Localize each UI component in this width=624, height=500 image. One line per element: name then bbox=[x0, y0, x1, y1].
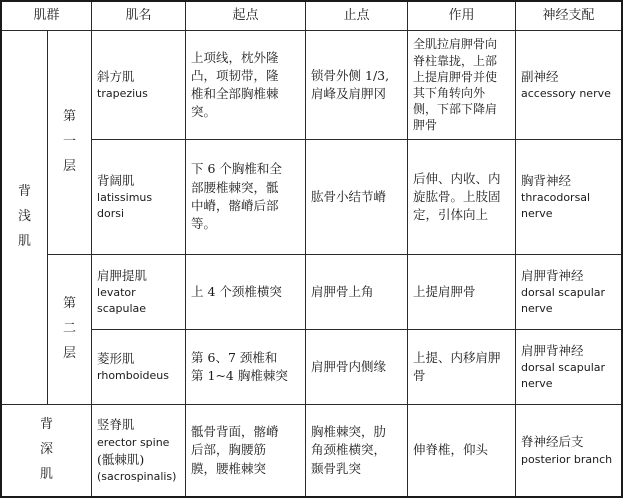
muscle-name-latin: latissimus bbox=[97, 190, 153, 204]
origin-cell: 上项线，枕外隆 凸，项韧带，隆 椎和全部胸椎棘 突。 bbox=[186, 31, 306, 140]
muscle-name bbox=[92, 405, 186, 497]
nerve-cn: 胸背神经 bbox=[521, 172, 572, 188]
header-row bbox=[2, 2, 622, 31]
nerve-latin: accessory nerve bbox=[521, 86, 611, 100]
header-action: 作用 bbox=[408, 2, 516, 31]
action-cell: 上提、内移肩胛 骨 bbox=[408, 329, 516, 404]
muscle-name-cn: 菱形肌 bbox=[97, 350, 135, 366]
muscle-name-alt: (骶棘肌) bbox=[97, 451, 145, 467]
muscle-name-latin: (sacrospinalis) bbox=[97, 469, 177, 483]
origin-cell: 第 6、7 颈椎和 第 1~4 胸椎棘突 bbox=[186, 329, 306, 404]
header-group: 肌群 bbox=[2, 2, 92, 31]
muscle-table bbox=[1, 1, 622, 497]
header-nerve: 神经支配 bbox=[516, 2, 622, 31]
muscle-name-cn: 竖脊肌 bbox=[97, 417, 135, 433]
muscle-name-latin: levator bbox=[97, 285, 136, 299]
header-insertion: 止点 bbox=[306, 2, 408, 31]
action-cell: 上提肩胛骨 bbox=[408, 254, 516, 329]
nerve-cn: 副神经 bbox=[521, 68, 559, 84]
muscle-name-latin: erector spine bbox=[97, 435, 170, 449]
nerve-cell bbox=[516, 329, 622, 404]
action-cell: 全肌拉肩胛骨向 脊柱靠拢，上部 上提肩胛骨并使 其下角转向外 侧，下部下降肩 胛骨 bbox=[408, 31, 516, 140]
nerve-latin: nerve bbox=[521, 377, 553, 390]
insertion-cell: 肩胛骨上角 bbox=[306, 254, 408, 329]
muscle-name-latin: rhomboideus bbox=[97, 369, 169, 383]
nerve-cn: 肩胛背神经 bbox=[521, 342, 584, 358]
nerve-cell bbox=[516, 139, 622, 254]
header-origin: 起点 bbox=[186, 2, 306, 31]
insertion-cell: 胸椎棘突，肋 角颈椎横突， 颞骨乳突 bbox=[306, 405, 408, 497]
muscle-name-latin: scapulae bbox=[97, 301, 147, 315]
nerve-cn: 肩胛背神经 bbox=[521, 267, 584, 283]
muscle-name bbox=[92, 31, 186, 140]
nerve-latin: thracodorsal bbox=[521, 190, 591, 204]
muscle-name bbox=[92, 139, 186, 254]
nerve-cell bbox=[516, 31, 622, 140]
nerve-latin: nerve bbox=[521, 301, 553, 315]
header-name: 肌名 bbox=[92, 2, 186, 31]
nerve-latin: nerve bbox=[521, 206, 553, 220]
table-row bbox=[2, 254, 622, 329]
muscle-name-latin: dorsi bbox=[97, 206, 125, 220]
insertion-cell: 肩胛骨内侧缘 bbox=[306, 329, 408, 404]
muscle-name-cn: 斜方肌 bbox=[97, 68, 135, 84]
group-layer-1: 第 一 层 bbox=[48, 31, 92, 255]
muscle-name-cn: 肩胛提肌 bbox=[97, 267, 148, 283]
group-superficial: 背 浅 肌 bbox=[2, 31, 48, 405]
nerve-cn: 脊神经后支 bbox=[521, 434, 584, 450]
action-cell: 后伸、内收、内 旋肱骨。上肢固 定，引体向上 bbox=[408, 139, 516, 254]
origin-cell: 骶骨背面，髂嵴 后部，胸腰筋 膜，腰椎棘突 bbox=[186, 405, 306, 497]
nerve-cell bbox=[516, 405, 622, 497]
action-cell: 伸脊椎，仰头 bbox=[408, 405, 516, 497]
nerve-cell bbox=[516, 254, 622, 329]
nerve-latin: posterior branch bbox=[521, 452, 613, 466]
table-row bbox=[2, 139, 622, 254]
insertion-cell: 肱骨小结节嵴 bbox=[306, 139, 408, 254]
insertion-cell: 锁骨外侧 1/3, 肩峰及肩胛冈 bbox=[306, 31, 408, 140]
origin-cell: 上 4 个颈椎横突 bbox=[186, 254, 306, 329]
table-row bbox=[2, 405, 622, 497]
group-layer-2: 第 二 层 bbox=[48, 254, 92, 404]
table-row bbox=[2, 329, 622, 404]
origin-cell: 下 6 个胸椎和全 部腰椎棘突，骶 中嵴，髂嵴后部 等。 bbox=[186, 139, 306, 254]
nerve-latin: dorsal scapular bbox=[521, 285, 606, 299]
muscle-name-cn: 背阔肌 bbox=[97, 172, 135, 188]
muscle-name bbox=[92, 254, 186, 329]
muscle-name bbox=[92, 329, 186, 404]
nerve-latin: dorsal scapular bbox=[521, 361, 606, 375]
table-row bbox=[2, 31, 622, 140]
muscle-name-latin: trapezius bbox=[97, 86, 148, 100]
group-deep: 背 深 肌 bbox=[2, 405, 92, 497]
